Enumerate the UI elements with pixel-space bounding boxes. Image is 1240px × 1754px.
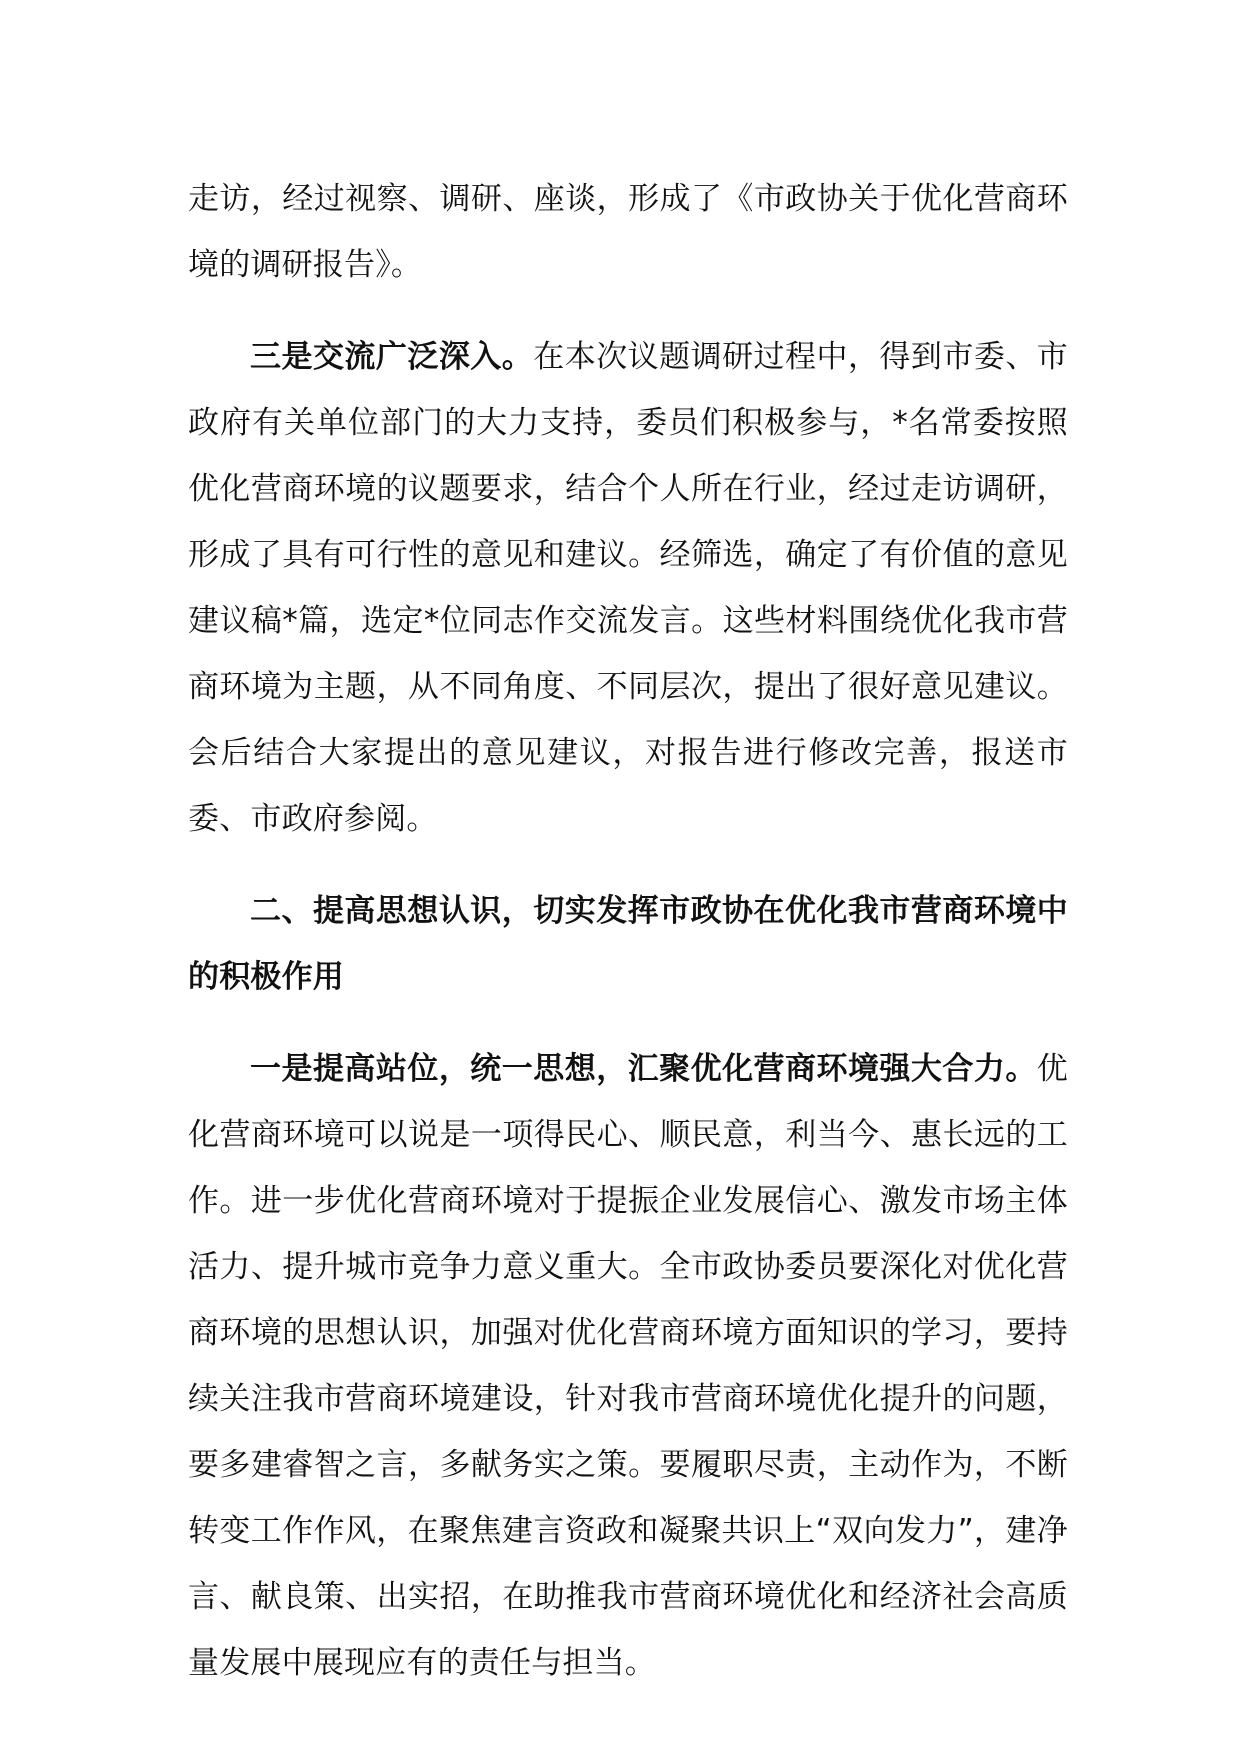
paragraph-text: 优化营商环境可以说是一项得民心、顺民意，利当今、惠长远的工作。进一步优化营商环境对于提振企业发展信心、激发市场主体活力、提升城市竞争力意义重大。全市政协委员要深化对优化营商环境的思想认识，加强对优化营商环境方面知识的学习，要持续关注我市营商环境建设，针对我市营商环境优化提升的问题，要多建睿智之言，多献务实之策。要履职尽责，主动作为，不断转变工作作风，在聚焦建言资政和凝聚共识上“双向发力”，建净言、献良策、出实招，在助推我市营商环境优化和经济社会高质量发展中展现应有的责任与担当。 (188, 1051, 1068, 1681)
section-heading (188, 878, 1068, 1010)
paragraph-lead: 一是提高站位，统一思想，汇聚优化营商环境强大合力。 (250, 1051, 1037, 1087)
section-heading-text: 二、提高思想认识，切实发挥市政协在优化我市营商环境中的积极作用 (188, 893, 1068, 995)
paragraph-text: 走访，经过视察、调研、座谈，形成了《市政协关于优化营商环境的调研报告》。 (188, 181, 1068, 283)
paragraph-lead: 三是交流广泛深入。 (250, 339, 534, 375)
paragraph-exchange (188, 324, 1068, 852)
paragraph-position (188, 1036, 1068, 1696)
paragraph-text: 在本次议题调研过程中，得到市委、市政府有关单位部门的大力支持，委员们积极参与，*名常委按照优化营商环境的议题要求，结合个人所在行业，经过走访调研，形成了具有可行性的意见和建议。经筛选，确定了有价值的意见建议稿*篇，选定*位同志作交流发言。这些材料围绕优化我市营商环境为主题，从不同角度、不同层次，提出了很好意见建议。会后结合大家提出的意见建议，对报告进行修改完善，报送市委、市政府参阅。 (188, 339, 1068, 837)
paragraph-continued (188, 166, 1068, 298)
document-page (188, 166, 1068, 1696)
